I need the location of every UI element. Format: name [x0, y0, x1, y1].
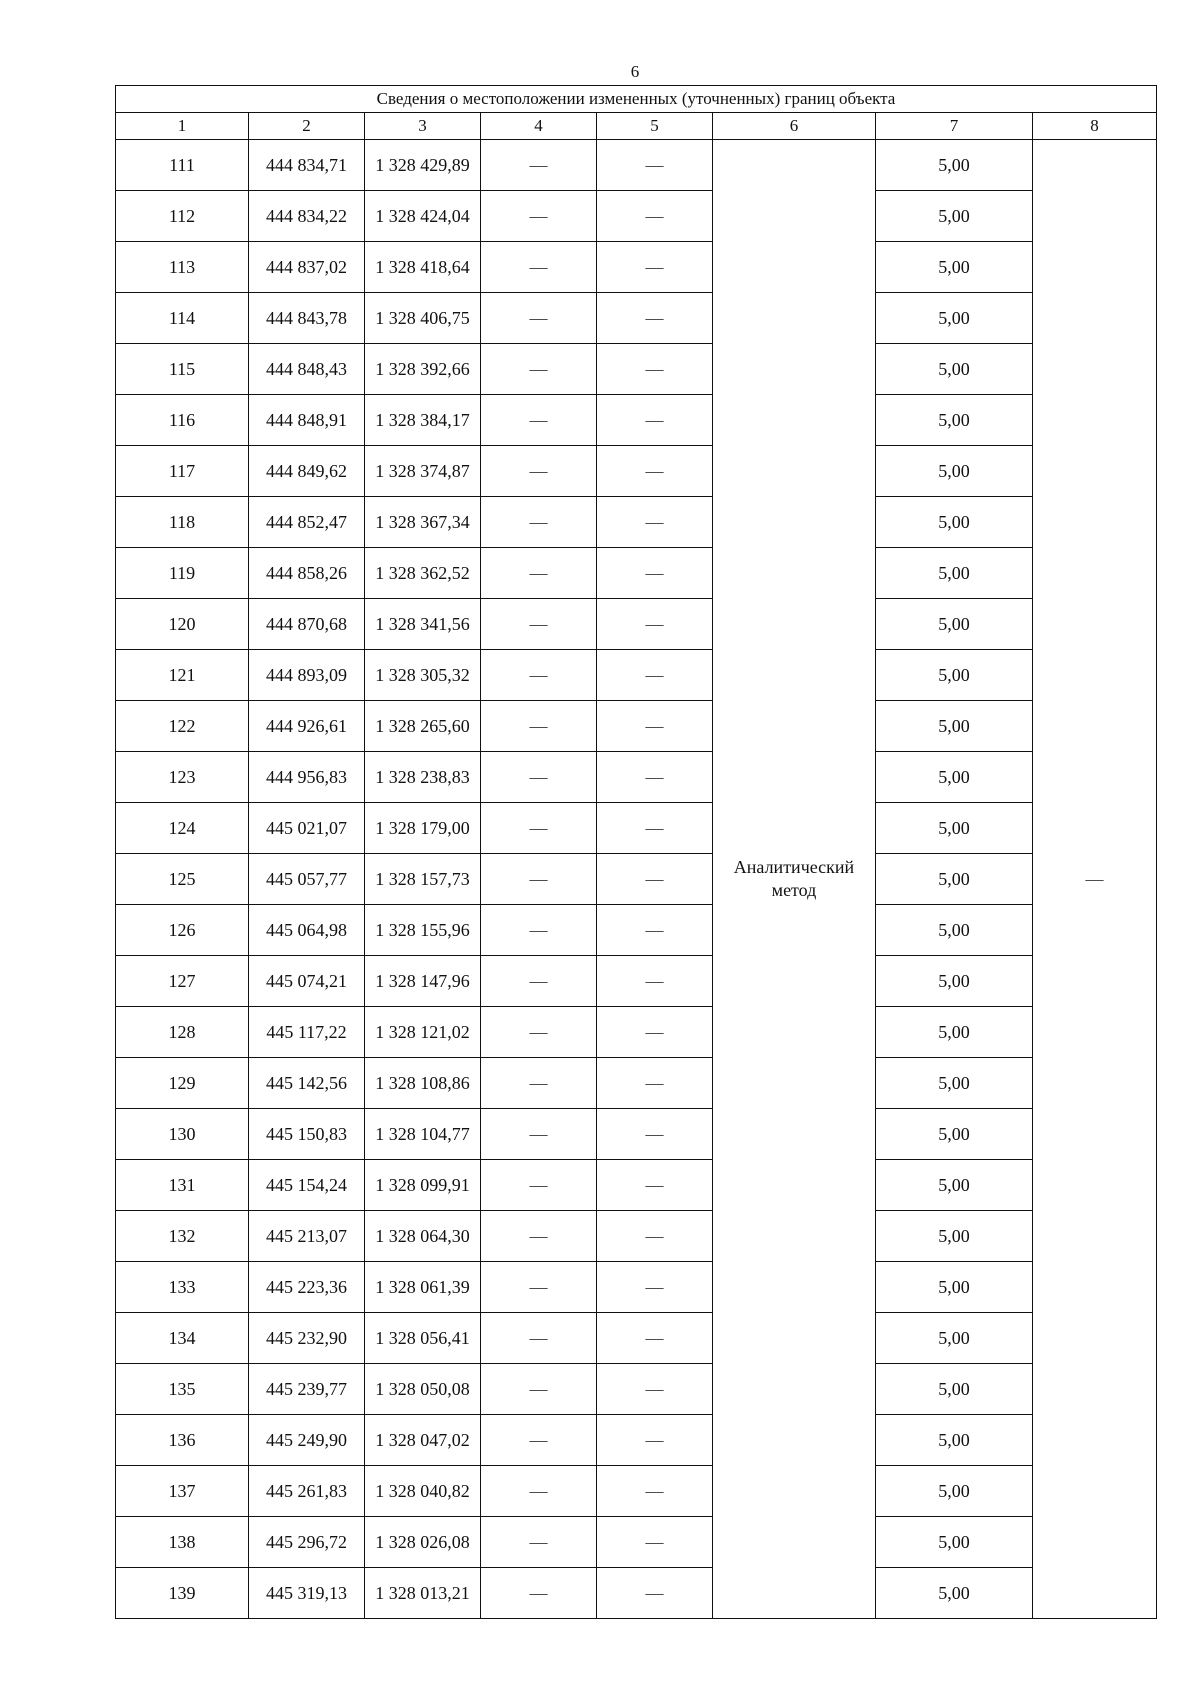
point-number-cell: 111 [116, 140, 249, 191]
column5-cell: — [597, 446, 713, 497]
column5-cell: — [597, 1517, 713, 1568]
column5-cell: — [597, 854, 713, 905]
x-coordinate-cell: 444 848,91 [249, 395, 365, 446]
x-coordinate-cell: 445 117,22 [249, 1007, 365, 1058]
column8-cell: — [1033, 140, 1157, 1619]
column4-cell: — [481, 548, 597, 599]
accuracy-cell: 5,00 [876, 905, 1033, 956]
method-cell: Аналитический метод [713, 140, 876, 1619]
column5-cell: — [597, 1568, 713, 1619]
y-coordinate-cell: 1 328 384,17 [365, 395, 481, 446]
point-number-cell: 127 [116, 956, 249, 1007]
column4-cell: — [481, 956, 597, 1007]
point-number-cell: 117 [116, 446, 249, 497]
point-number-cell: 122 [116, 701, 249, 752]
column4-cell: — [481, 803, 597, 854]
x-coordinate-cell: 445 057,77 [249, 854, 365, 905]
point-number-cell: 129 [116, 1058, 249, 1109]
table-row [116, 650, 1157, 701]
x-coordinate-cell: 445 213,07 [249, 1211, 365, 1262]
point-number-cell: 138 [116, 1517, 249, 1568]
column4-cell: — [481, 1109, 597, 1160]
column5-cell: — [597, 650, 713, 701]
x-coordinate-cell: 445 064,98 [249, 905, 365, 956]
point-number-cell: 134 [116, 1313, 249, 1364]
x-coordinate-cell: 445 239,77 [249, 1364, 365, 1415]
point-number-cell: 114 [116, 293, 249, 344]
column5-cell: — [597, 293, 713, 344]
column5-cell: — [597, 140, 713, 191]
column4-cell: — [481, 242, 597, 293]
point-number-cell: 112 [116, 191, 249, 242]
point-number-cell: 135 [116, 1364, 249, 1415]
column5-cell: — [597, 395, 713, 446]
table-caption: Сведения о местоположении измененных (уточненных) границ объекта [116, 86, 1157, 113]
point-number-cell: 123 [116, 752, 249, 803]
point-number-cell: 136 [116, 1415, 249, 1466]
table-row [116, 803, 1157, 854]
x-coordinate-cell: 444 870,68 [249, 599, 365, 650]
accuracy-cell: 5,00 [876, 395, 1033, 446]
column4-cell: — [481, 701, 597, 752]
y-coordinate-cell: 1 328 418,64 [365, 242, 481, 293]
x-coordinate-cell: 444 858,26 [249, 548, 365, 599]
y-coordinate-cell: 1 328 040,82 [365, 1466, 481, 1517]
x-coordinate-cell: 445 154,24 [249, 1160, 365, 1211]
table-caption-row [116, 86, 1157, 113]
column4-cell: — [481, 1262, 597, 1313]
table-row [116, 191, 1157, 242]
accuracy-cell: 5,00 [876, 1568, 1033, 1619]
x-coordinate-cell: 445 232,90 [249, 1313, 365, 1364]
table-row [116, 854, 1157, 905]
point-number-cell: 121 [116, 650, 249, 701]
table-row [116, 752, 1157, 803]
table-row [116, 1466, 1157, 1517]
x-coordinate-cell: 445 249,90 [249, 1415, 365, 1466]
column4-cell: — [481, 1160, 597, 1211]
boundary-coordinates-table [115, 85, 1157, 1619]
accuracy-cell: 5,00 [876, 548, 1033, 599]
column-header-4: 4 [481, 113, 597, 140]
x-coordinate-cell: 444 834,71 [249, 140, 365, 191]
point-number-cell: 116 [116, 395, 249, 446]
table-row [116, 1211, 1157, 1262]
accuracy-cell: 5,00 [876, 1517, 1033, 1568]
column5-cell: — [597, 191, 713, 242]
column5-cell: — [597, 803, 713, 854]
accuracy-cell: 5,00 [876, 752, 1033, 803]
x-coordinate-cell: 444 834,22 [249, 191, 365, 242]
column5-cell: — [597, 752, 713, 803]
accuracy-cell: 5,00 [876, 701, 1033, 752]
column5-cell: — [597, 497, 713, 548]
point-number-cell: 113 [116, 242, 249, 293]
column4-cell: — [481, 752, 597, 803]
column4-cell: — [481, 1313, 597, 1364]
table-row [116, 242, 1157, 293]
column4-cell: — [481, 1466, 597, 1517]
y-coordinate-cell: 1 328 424,04 [365, 191, 481, 242]
x-coordinate-cell: 445 223,36 [249, 1262, 365, 1313]
accuracy-cell: 5,00 [876, 1262, 1033, 1313]
column4-cell: — [481, 599, 597, 650]
y-coordinate-cell: 1 328 147,96 [365, 956, 481, 1007]
table-row [116, 1007, 1157, 1058]
column5-cell: — [597, 1109, 713, 1160]
y-coordinate-cell: 1 328 026,08 [365, 1517, 481, 1568]
y-coordinate-cell: 1 328 108,86 [365, 1058, 481, 1109]
x-coordinate-cell: 444 843,78 [249, 293, 365, 344]
x-coordinate-cell: 445 074,21 [249, 956, 365, 1007]
table-row [116, 1415, 1157, 1466]
accuracy-cell: 5,00 [876, 293, 1033, 344]
y-coordinate-cell: 1 328 157,73 [365, 854, 481, 905]
y-coordinate-cell: 1 328 406,75 [365, 293, 481, 344]
table-row [116, 1313, 1157, 1364]
table-row [116, 1568, 1157, 1619]
y-coordinate-cell: 1 328 179,00 [365, 803, 481, 854]
point-number-cell: 137 [116, 1466, 249, 1517]
x-coordinate-cell: 445 319,13 [249, 1568, 365, 1619]
column5-cell: — [597, 1466, 713, 1517]
y-coordinate-cell: 1 328 238,83 [365, 752, 481, 803]
x-coordinate-cell: 445 021,07 [249, 803, 365, 854]
y-coordinate-cell: 1 328 064,30 [365, 1211, 481, 1262]
column5-cell: — [597, 1058, 713, 1109]
column4-cell: — [481, 395, 597, 446]
column4-cell: — [481, 1568, 597, 1619]
accuracy-cell: 5,00 [876, 497, 1033, 548]
y-coordinate-cell: 1 328 061,39 [365, 1262, 481, 1313]
table-row [116, 497, 1157, 548]
y-coordinate-cell: 1 328 374,87 [365, 446, 481, 497]
table-row [116, 1058, 1157, 1109]
y-coordinate-cell: 1 328 099,91 [365, 1160, 481, 1211]
table-row [116, 599, 1157, 650]
point-number-cell: 139 [116, 1568, 249, 1619]
y-coordinate-cell: 1 328 305,32 [365, 650, 481, 701]
point-number-cell: 118 [116, 497, 249, 548]
accuracy-cell: 5,00 [876, 1109, 1033, 1160]
column4-cell: — [481, 446, 597, 497]
x-coordinate-cell: 444 849,62 [249, 446, 365, 497]
column4-cell: — [481, 191, 597, 242]
point-number-cell: 119 [116, 548, 249, 599]
column4-cell: — [481, 344, 597, 395]
column-header-row [116, 113, 1157, 140]
column5-cell: — [597, 344, 713, 395]
point-number-cell: 132 [116, 1211, 249, 1262]
table-row [116, 395, 1157, 446]
table-row [116, 1160, 1157, 1211]
y-coordinate-cell: 1 328 341,56 [365, 599, 481, 650]
x-coordinate-cell: 445 142,56 [249, 1058, 365, 1109]
table-row [116, 905, 1157, 956]
point-number-cell: 124 [116, 803, 249, 854]
accuracy-cell: 5,00 [876, 1466, 1033, 1517]
accuracy-cell: 5,00 [876, 854, 1033, 905]
column5-cell: — [597, 1313, 713, 1364]
column-header-5: 5 [597, 113, 713, 140]
column4-cell: — [481, 905, 597, 956]
x-coordinate-cell: 444 893,09 [249, 650, 365, 701]
y-coordinate-cell: 1 328 392,66 [365, 344, 481, 395]
column4-cell: — [481, 1007, 597, 1058]
column4-cell: — [481, 293, 597, 344]
accuracy-cell: 5,00 [876, 599, 1033, 650]
accuracy-cell: 5,00 [876, 140, 1033, 191]
point-number-cell: 115 [116, 344, 249, 395]
accuracy-cell: 5,00 [876, 242, 1033, 293]
column-header-7: 7 [876, 113, 1033, 140]
table-row [116, 140, 1157, 191]
y-coordinate-cell: 1 328 265,60 [365, 701, 481, 752]
column5-cell: — [597, 1160, 713, 1211]
accuracy-cell: 5,00 [876, 1415, 1033, 1466]
y-coordinate-cell: 1 328 056,41 [365, 1313, 481, 1364]
column-header-1: 1 [116, 113, 249, 140]
column-header-3: 3 [365, 113, 481, 140]
column5-cell: — [597, 1007, 713, 1058]
table-row [116, 446, 1157, 497]
table-row [116, 956, 1157, 1007]
table-row [116, 1364, 1157, 1415]
column5-cell: — [597, 701, 713, 752]
y-coordinate-cell: 1 328 155,96 [365, 905, 481, 956]
column4-cell: — [481, 1517, 597, 1568]
accuracy-cell: 5,00 [876, 191, 1033, 242]
y-coordinate-cell: 1 328 050,08 [365, 1364, 481, 1415]
table-row [116, 1517, 1157, 1568]
accuracy-cell: 5,00 [876, 1058, 1033, 1109]
column5-cell: — [597, 599, 713, 650]
column4-cell: — [481, 1211, 597, 1262]
table-row [116, 548, 1157, 599]
column5-cell: — [597, 1211, 713, 1262]
column4-cell: — [481, 854, 597, 905]
x-coordinate-cell: 444 956,83 [249, 752, 365, 803]
column5-cell: — [597, 1415, 713, 1466]
accuracy-cell: 5,00 [876, 650, 1033, 701]
table-row [116, 1262, 1157, 1313]
column4-cell: — [481, 1364, 597, 1415]
y-coordinate-cell: 1 328 429,89 [365, 140, 481, 191]
table-row [116, 1109, 1157, 1160]
table-row [116, 293, 1157, 344]
column-header-6: 6 [713, 113, 876, 140]
point-number-cell: 126 [116, 905, 249, 956]
accuracy-cell: 5,00 [876, 446, 1033, 497]
x-coordinate-cell: 445 261,83 [249, 1466, 365, 1517]
column4-cell: — [481, 1058, 597, 1109]
x-coordinate-cell: 444 852,47 [249, 497, 365, 548]
point-number-cell: 128 [116, 1007, 249, 1058]
column5-cell: — [597, 1262, 713, 1313]
point-number-cell: 120 [116, 599, 249, 650]
column4-cell: — [481, 1415, 597, 1466]
y-coordinate-cell: 1 328 121,02 [365, 1007, 481, 1058]
y-coordinate-cell: 1 328 104,77 [365, 1109, 481, 1160]
column-header-2: 2 [249, 113, 365, 140]
column4-cell: — [481, 650, 597, 701]
column5-cell: — [597, 1364, 713, 1415]
accuracy-cell: 5,00 [876, 344, 1033, 395]
point-number-cell: 133 [116, 1262, 249, 1313]
y-coordinate-cell: 1 328 047,02 [365, 1415, 481, 1466]
x-coordinate-cell: 444 848,43 [249, 344, 365, 395]
column-header-8: 8 [1033, 113, 1157, 140]
column4-cell: — [481, 140, 597, 191]
y-coordinate-cell: 1 328 013,21 [365, 1568, 481, 1619]
page-number: 6 [630, 62, 640, 81]
point-number-cell: 125 [116, 854, 249, 905]
x-coordinate-cell: 445 296,72 [249, 1517, 365, 1568]
accuracy-cell: 5,00 [876, 1007, 1033, 1058]
y-coordinate-cell: 1 328 367,34 [365, 497, 481, 548]
point-number-cell: 131 [116, 1160, 249, 1211]
accuracy-cell: 5,00 [876, 1211, 1033, 1262]
x-coordinate-cell: 445 150,83 [249, 1109, 365, 1160]
x-coordinate-cell: 444 837,02 [249, 242, 365, 293]
point-number-cell: 130 [116, 1109, 249, 1160]
y-coordinate-cell: 1 328 362,52 [365, 548, 481, 599]
table-row [116, 701, 1157, 752]
column5-cell: — [597, 956, 713, 1007]
accuracy-cell: 5,00 [876, 1364, 1033, 1415]
accuracy-cell: 5,00 [876, 1160, 1033, 1211]
column5-cell: — [597, 242, 713, 293]
column4-cell: — [481, 497, 597, 548]
accuracy-cell: 5,00 [876, 956, 1033, 1007]
column5-cell: — [597, 548, 713, 599]
table-row [116, 344, 1157, 395]
accuracy-cell: 5,00 [876, 1313, 1033, 1364]
accuracy-cell: 5,00 [876, 803, 1033, 854]
x-coordinate-cell: 444 926,61 [249, 701, 365, 752]
column5-cell: — [597, 905, 713, 956]
